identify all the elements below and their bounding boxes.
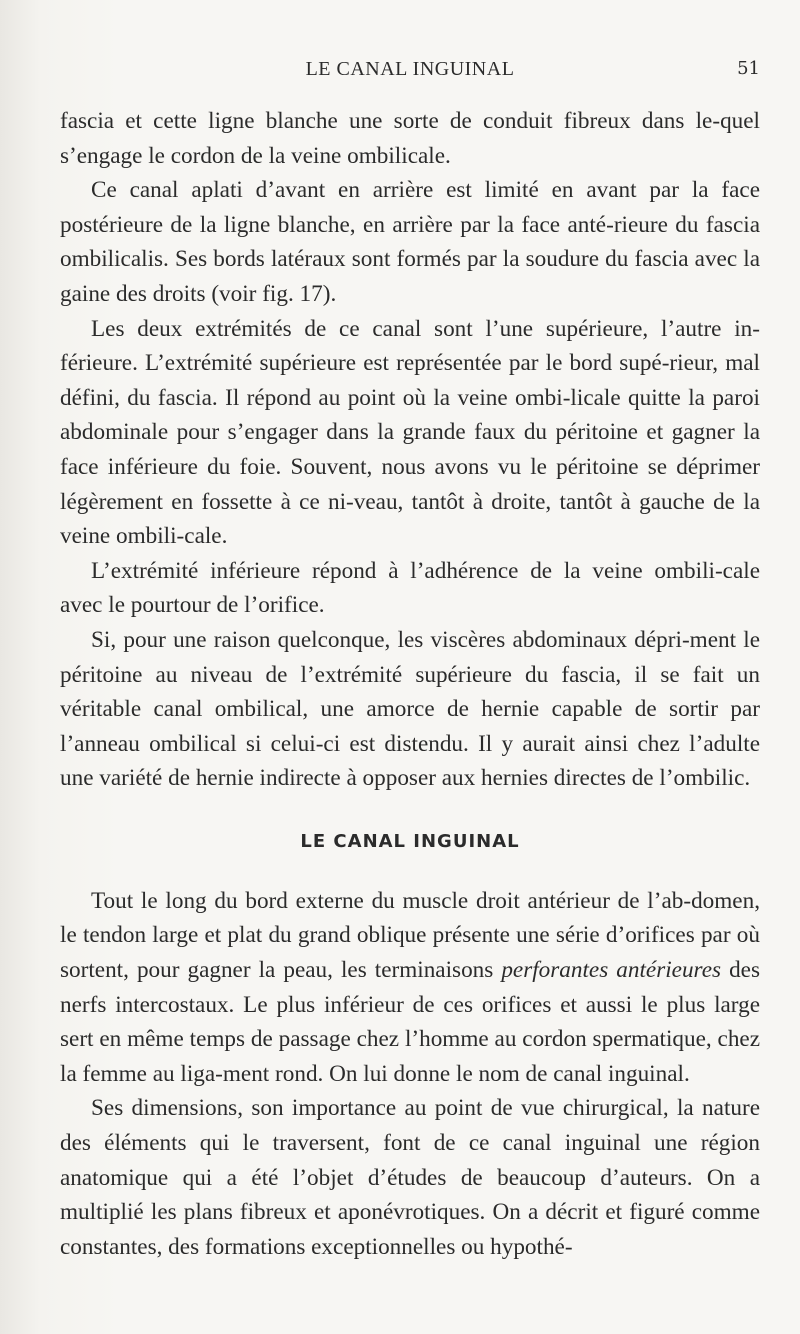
page-header <box>60 58 760 90</box>
page-number: 51 <box>737 58 760 79</box>
body-text <box>60 104 760 1264</box>
running-title: LE CANAL INGUINAL <box>305 58 515 80</box>
paragraph: Si, pour une raison quelconque, les viscères abdominaux dépri-ment le péritoine au niveau de l’extrémité supérieure du fascia, il se fait un véritable canal ombilical, une amorce de hernie capable de sortir par l’anneau ombilical si celui-ci est distendu. Il y aurait ainsi chez l’adulte une variété de hernie indirecte à opposer aux hernies directes de l’ombilic. <box>60 626 760 792</box>
paragraph: Les deux extrémités de ce canal sont l’une supérieure, l’autre in-férieure. L’extrémité supérieure est représentée par le bord supé-rieur, mal défini, du fascia. Il répond au point où la veine ombi-licale quitte la paroi abdominale pour s’engager dans la grande faux du péritoine et gagner la face inférieure du foie. Souvent, nous avons vu le péritoine se déprimer légèrement en fossette à ce ni-veau, tantôt à droite, tantôt à gauche de la veine ombili-cale. <box>60 315 760 550</box>
paragraph-text: Tout le long du bord externe du muscle droit antérieur de l’ab-domen, le tendon large et plat du grand oblique présente une série d’orifices par où sortent, pour gagner la peau, les terminaisons <box>60 887 760 984</box>
paragraph: L’extrémité inférieure répond à l’adhérence de la veine ombili-cale avec le pourtour de l’orifice. <box>60 557 760 619</box>
paragraph: Ses dimensions, son importance au point de vue chirurgical, la nature des éléments qui le traversent, font de ce canal inguinal une région anatomique qui a été l’objet d’études de beaucoup d’auteurs. On a multiplié les plans fibreux et aponévrotiques. On a décrit et figuré comme constantes, des formations exceptionnelles ou hypothé- <box>60 1095 760 1260</box>
italic-term: perforantes antérieures <box>501 957 722 984</box>
paragraph-text: des nerfs intercostaux. Le plus inférieur de ces orifices et aussi le plus large sert en même temps de passage chez l’homme au cordon spermatique, chez la femme au liga-ment rond. On lui donne le nom de canal inguinal. <box>60 957 760 1087</box>
paragraph <box>60 884 760 1092</box>
paragraph: fascia et cette ligne blanche une sorte de conduit fibreux dans le-quel s’engage le cordon de la veine ombilicale. <box>60 108 760 169</box>
section-heading: LE CANAL INGUINAL <box>300 830 520 852</box>
paragraph: Ce canal aplati d’avant en arrière est limité en avant par la face postérieure de la ligne blanche, en arrière par la face anté-rieure du fascia ombilicalis. Ses bords latéraux sont formés par la soudure du fascia avec la gaine des droits (voir fig. 17). <box>60 177 760 307</box>
